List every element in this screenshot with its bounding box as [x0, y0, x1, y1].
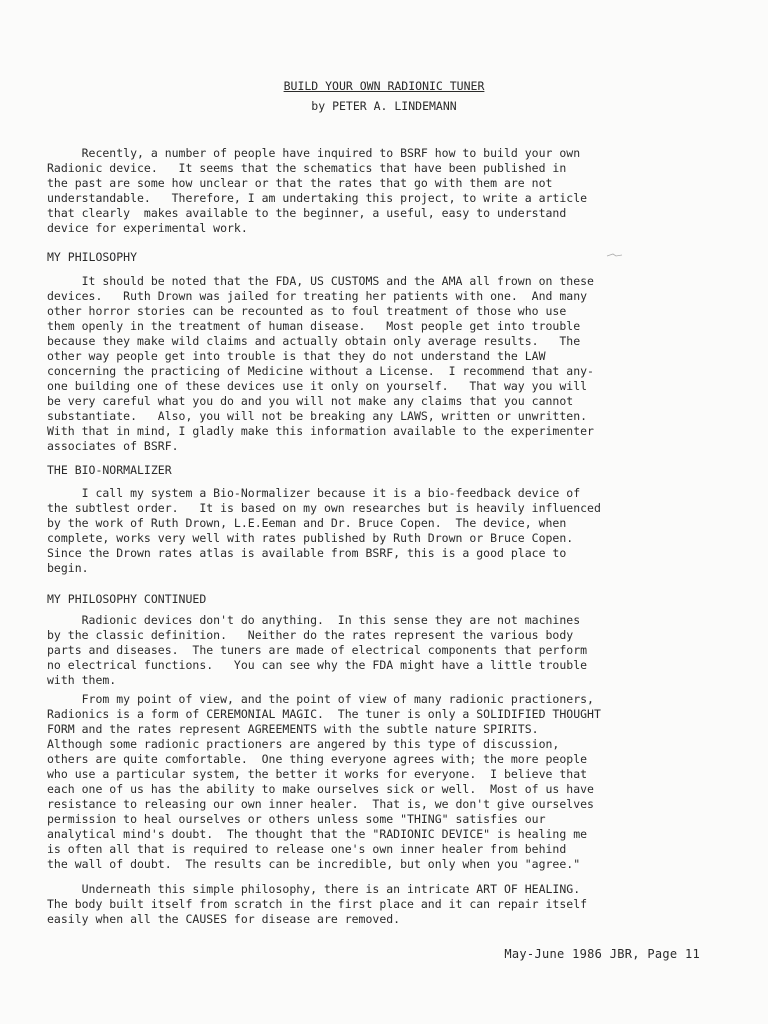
- text-line: because they make wild claims and actually obtain only average results. The: [47, 334, 581, 348]
- text-line: associates of BSRF.: [47, 439, 179, 453]
- text-line: with them.: [47, 673, 117, 687]
- text-line: one building one of these devices use it only on yourself. That way you will: [47, 379, 588, 393]
- text-line: begin.: [47, 561, 89, 575]
- article-title: BUILD YOUR OWN RADIONIC TUNER: [283, 79, 485, 93]
- text-line: others are quite comfortable. One thing everyone agrees with; the more people: [47, 752, 588, 766]
- text-line: understandable. Therefore, I am undertaking this project, to write a article: [47, 191, 588, 205]
- pen-mark: [606, 251, 624, 259]
- text-line: devices. Ruth Drown was jailed for treating her patients with one. And many: [47, 289, 588, 303]
- text-line: the subtlest order. It is based on my own researches but is heavily influenced: [47, 501, 601, 515]
- text-line: by the classic definition. Neither do the rates represent the various body: [47, 628, 574, 642]
- text-line: the past are some how unclear or that the rates that go with them are not: [47, 176, 553, 190]
- text-line: analytical mind's doubt. The thought that the "RADIONIC DEVICE" is healing me: [47, 827, 588, 841]
- section-heading-philosophy-continued: MY PHILOSOPHY CONTINUED: [47, 592, 207, 606]
- text-line: FORM and the rates represent AGREEMENTS with the subtle nature SPIRITS.: [47, 722, 539, 736]
- text-line: With that in mind, I gladly make this information available to the experimenter: [47, 424, 594, 438]
- text-line: the wall of doubt. The results can be incredible, but only when you "agree.": [47, 857, 581, 871]
- text-line: them openly in the treatment of human disease. Most people get into trouble: [47, 319, 581, 333]
- text-line: substantiate. Also, you will not be breaking any LAWS, written or unwritten.: [47, 409, 588, 423]
- text-line: I call my system a Bio-Normalizer because it is a bio-feedback device of: [47, 486, 581, 500]
- text-line: resistance to releasing our own inner healer. That is, we don't give ourselves: [47, 797, 594, 811]
- text-line: Since the Drown rates atlas is available from BSRF, this is a good place to: [47, 546, 567, 560]
- text-line: permission to heal ourselves or others unless some "THING" satisfies our: [47, 812, 546, 826]
- bio-normalizer-paragraph: [47, 486, 677, 576]
- text-line: Although some radionic practioners are angered by this type of discussion,: [47, 737, 560, 751]
- text-line: is often all that is required to release one's own inner healer from behind: [47, 842, 567, 856]
- text-line: parts and diseases. The tuners are made of electrical components that perform: [47, 643, 588, 657]
- text-line: be very careful what you do and you will not make any claims that you cannot: [47, 394, 574, 408]
- philosophy-paragraph: [47, 274, 677, 454]
- philosophy-continued-paragraph-3: [47, 882, 677, 927]
- text-line: that clearly makes available to the beginner, a useful, easy to understand: [47, 206, 567, 220]
- text-line: The body built itself from scratch in the first place and it can repair itself: [47, 897, 588, 911]
- text-line: Radionic devices don't do anything. In this sense they are not machines: [47, 613, 581, 627]
- section-heading-bio-normalizer: THE BIO-NORMALIZER: [47, 463, 172, 477]
- text-line: It should be noted that the FDA, US CUSTOMS and the AMA all frown on these: [47, 274, 594, 288]
- section-heading-philosophy: MY PHILOSOPHY: [47, 250, 138, 264]
- text-line: other horror stories can be recounted as to foul treatment of those who use: [47, 304, 567, 318]
- text-line: who use a particular system, the better it works for everyone. I believe that: [47, 767, 588, 781]
- text-line: complete, works very well with rates published by Ruth Drown or Bruce Copen.: [47, 531, 574, 545]
- intro-paragraph: [47, 146, 677, 236]
- text-line: Recently, a number of people have inquired to BSRF how to build your own: [47, 146, 581, 160]
- page-footer: May-June 1986 JBR, Page 11: [504, 947, 700, 961]
- philosophy-continued-paragraph-2: [47, 692, 677, 872]
- text-line: no electrical functions. You can see why the FDA might have a little trouble: [47, 658, 588, 672]
- article-byline: by PETER A. LINDEMANN: [311, 99, 457, 113]
- text-line: concerning the practicing of Medicine without a License. I recommend that any-: [47, 364, 594, 378]
- philosophy-continued-paragraph-1: [47, 613, 677, 688]
- text-line: Radionics is a form of CEREMONIAL MAGIC. The tuner is only a SOLIDIFIED THOUGHT: [47, 707, 601, 721]
- text-line: Underneath this simple philosophy, there is an intricate ART OF HEALING.: [47, 882, 581, 896]
- text-line: Radionic device. It seems that the schematics that have been published in: [47, 161, 567, 175]
- text-line: by the work of Ruth Drown, L.E.Eeman and Dr. Bruce Copen. The device, when: [47, 516, 567, 530]
- text-line: each one of us has the ability to make ourselves sick or well. Most of us have: [47, 782, 594, 796]
- text-line: device for experimental work.: [47, 221, 248, 235]
- text-line: other way people get into trouble is that they do not understand the LAW: [47, 349, 546, 363]
- text-line: From my point of view, and the point of view of many radionic practioners,: [47, 692, 594, 706]
- text-line: easily when all the CAUSES for disease are removed.: [47, 912, 401, 926]
